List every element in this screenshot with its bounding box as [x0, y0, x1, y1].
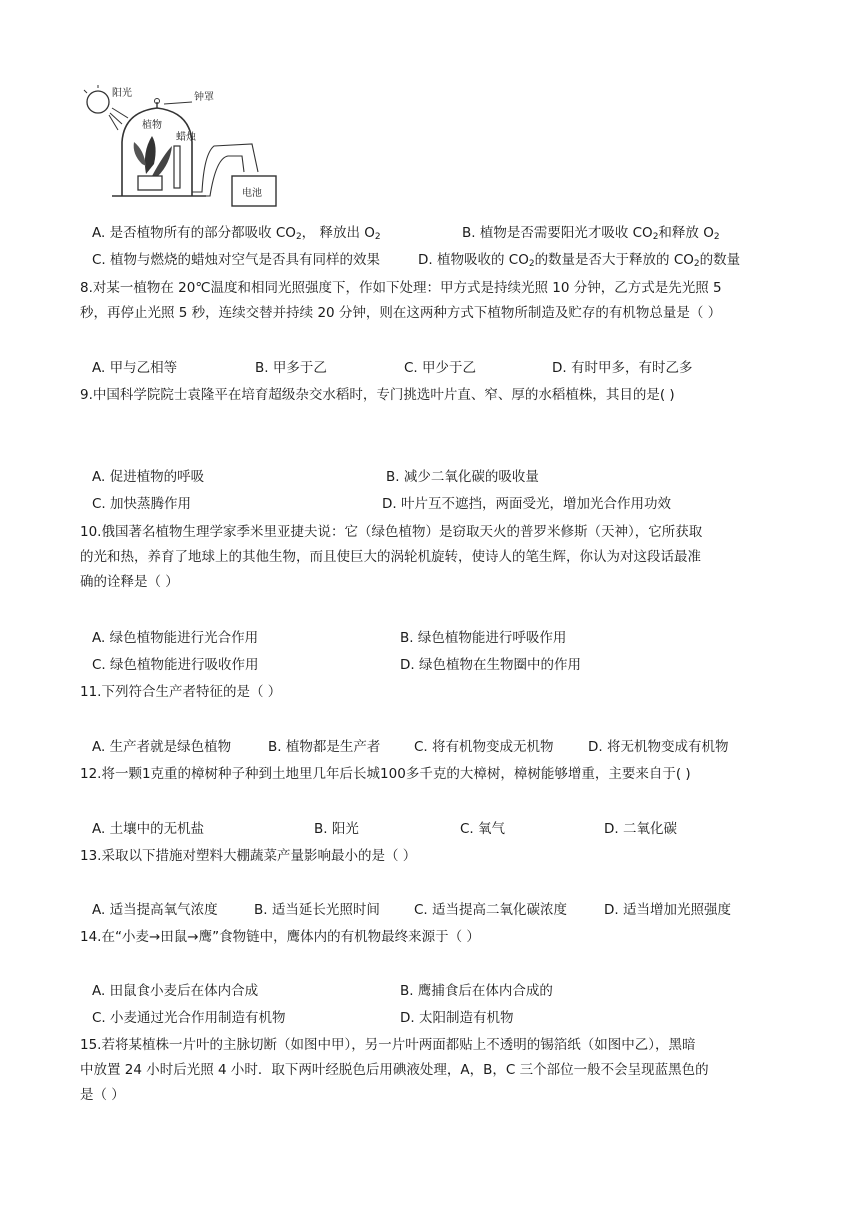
- q10-option-d[interactable]: D. 绿色植物在生物圈中的作用: [400, 657, 581, 673]
- q8-option-b[interactable]: B. 甲多于乙: [255, 360, 327, 376]
- q13-stem-line1: 13.采取以下措施对塑料大棚蔬菜产量影响最小的是（ ）: [80, 848, 417, 864]
- q13-option-d[interactable]: D. 适当增加光照强度: [604, 902, 731, 918]
- q14-option-c[interactable]: C. 小麦通过光合作用制造有机物: [92, 1010, 286, 1026]
- label-sun: 阳光: [112, 88, 132, 99]
- q13-option-c[interactable]: C. 适当提高二氧化碳浓度: [414, 902, 568, 918]
- q11-option-b[interactable]: B. 植物都是生产者: [268, 739, 381, 755]
- q12-stem-line1: 12.将一颗1克重的樟树种子种到土地里几年后长城100多千克的大樟树，樟树能够增重，主要来自于( ): [80, 766, 691, 782]
- label-plant: 植物: [142, 120, 162, 131]
- label-battery: 电池: [242, 188, 262, 199]
- q9-option-c[interactable]: C. 加快蒸腾作用: [92, 496, 192, 512]
- q15-stem-line2: 中放置 24 小时后光照 4 小时．取下两叶经脱色后用碘液处理，A，B，C 三个部位一般不会呈现蓝黑色的: [80, 1062, 709, 1078]
- q13-option-b[interactable]: B. 适当延长光照时间: [254, 902, 380, 918]
- q10-stem-line3: 确的诠释是（ ）: [80, 574, 179, 590]
- q9-option-a[interactable]: A. 促进植物的呼吸: [92, 469, 205, 485]
- label-candle: 蜡烛: [176, 132, 196, 143]
- q7-option-a[interactable]: A. 是否植物所有的部分都吸收 $CO_2$， 释放出 $O_2$: [92, 225, 381, 242]
- q14-stem-line1: 14.在“小麦→田鼠→鹰”食物链中，鹰体内的有机物最终来源于（ ）: [80, 929, 480, 945]
- q9-option-d[interactable]: D. 叶片互不遮挡，两面受光，增加光合作用功效: [382, 496, 671, 512]
- q9-option-b[interactable]: B. 减少二氧化碳的吸收量: [386, 469, 539, 485]
- q11-option-d[interactable]: D. 将无机物变成有机物: [588, 739, 729, 755]
- q14-option-b[interactable]: B. 鹰捕食后在体内合成的: [400, 983, 553, 999]
- q7-option-d[interactable]: D. 植物吸收的 $CO_2$的数量是否大于释放的 $CO_2$的数量: [418, 252, 741, 269]
- candle-shape: [174, 146, 180, 188]
- q11-option-a[interactable]: A. 生产者就是绿色植物: [92, 739, 232, 755]
- q8-option-d[interactable]: D. 有时甲多，有时乙多: [552, 360, 693, 376]
- q15-stem-line3: 是（ ）: [80, 1087, 125, 1103]
- q8-option-a[interactable]: A. 甲与乙相等: [92, 360, 178, 376]
- q9-stem-line1: 9.中国科学院院士袁隆平在培育超级杂交水稻时，专门挑选叶片直、窄、厚的水稻植株，其目的是( ): [80, 387, 675, 403]
- q11-stem-line1: 11.下列符合生产者特征的是（ ）: [80, 684, 282, 700]
- q7-option-c[interactable]: C. 植物与燃烧的蜡烛对空气是否具有同样的效果: [92, 252, 381, 268]
- q12-option-a[interactable]: A. 土壤中的无机盐: [92, 821, 205, 837]
- label-bell-jar: 钟罩: [194, 92, 214, 103]
- q10-option-a[interactable]: A. 绿色植物能进行光合作用: [92, 630, 259, 646]
- q8-option-c[interactable]: C. 甲少于乙: [404, 360, 477, 376]
- q12-option-b[interactable]: B. 阳光: [314, 821, 359, 837]
- q14-option-d[interactable]: D. 太阳制造有机物: [400, 1010, 514, 1026]
- q7-option-b[interactable]: B. 植物是否需要阳光才吸收 $CO_2$和释放 $O_2$: [462, 225, 720, 242]
- q15-stem-line1: 15.若将某植株一片叶的主脉切断（如图中甲），另一片叶两面都贴上不透明的锡箔纸（如图中乙），黑暗: [80, 1037, 696, 1053]
- plant-icon: [134, 136, 172, 190]
- q13-option-a[interactable]: A. 适当提高氧气浓度: [92, 902, 218, 918]
- q10-option-b[interactable]: B. 绿色植物能进行呼吸作用: [400, 630, 567, 646]
- q10-stem-line2: 的光和热，养育了地球上的其他生物，而且使巨大的涡轮机旋转，使诗人的笔生辉，你认为对这段话最准: [80, 549, 701, 565]
- q10-option-c[interactable]: C. 绿色植物能进行吸收作用: [92, 657, 259, 673]
- experiment-figure: [82, 84, 282, 214]
- q8-stem-line1: 8.对某一植物在 20℃温度和相同光照强度下，作如下处理：甲方式是持续光照 10 分钟，乙方式是先光照 5: [80, 280, 722, 296]
- q11-option-c[interactable]: C. 将有机物变成无机物: [414, 739, 554, 755]
- q14-option-a[interactable]: A. 田鼠食小麦后在体内合成: [92, 983, 259, 999]
- q12-option-d[interactable]: D. 二氧化碳: [604, 821, 677, 837]
- q10-stem-line1: 10.俄国著名植物生理学家季米里亚捷夫说：它（绿色植物）是窃取天火的普罗米修斯（天神），它所获取: [80, 524, 703, 540]
- q8-stem-line2: 秒，再停止光照 5 秒，连续交替并持续 20 分钟，则在这两种方式下植物所制造及贮存的有机物总量是（ ）: [80, 305, 722, 321]
- q12-option-c[interactable]: C. 氧气: [460, 821, 506, 837]
